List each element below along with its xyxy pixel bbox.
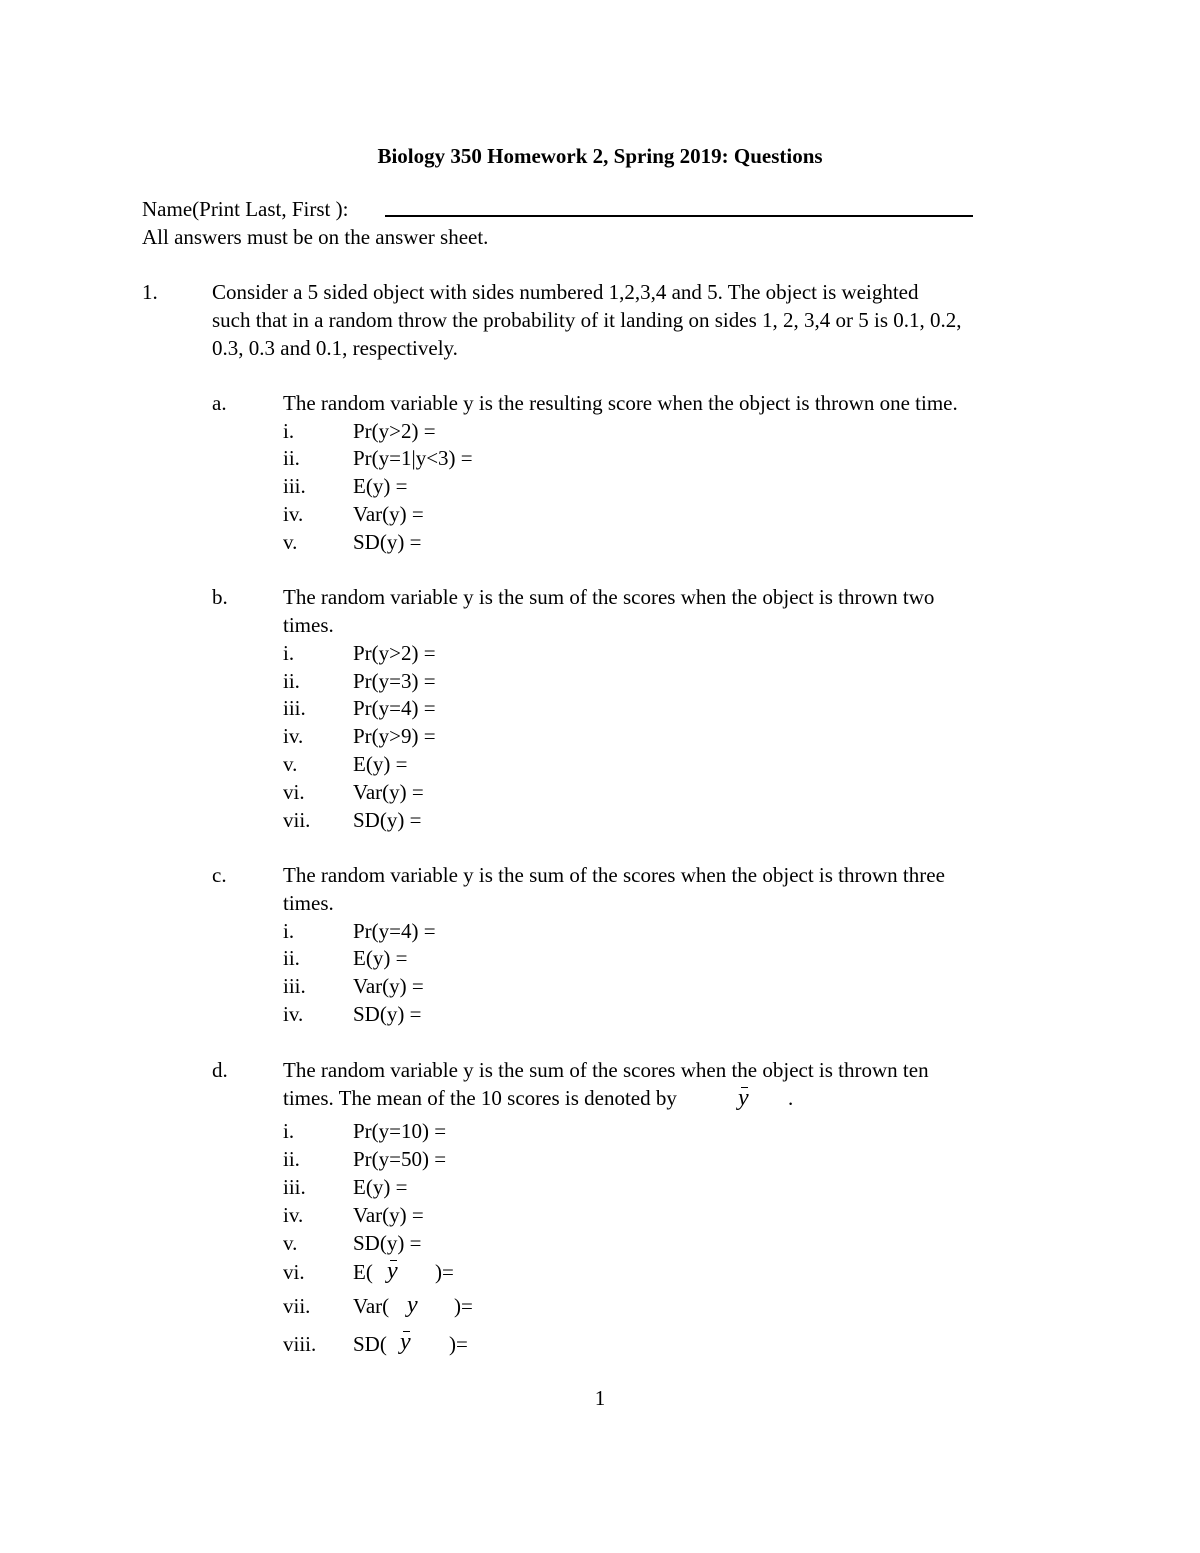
y-bar-symbol: y	[400, 1329, 411, 1355]
instruction-text: All answers must be on the answer sheet.	[142, 225, 489, 249]
name-label: Name(Print Last, First ):	[142, 197, 349, 221]
item-text: )=	[449, 1332, 468, 1356]
item-text: E(y) =	[353, 752, 408, 776]
item-number: iii.	[283, 696, 306, 720]
item-number: iii.	[283, 1175, 306, 1199]
question-number: 1.	[142, 280, 158, 304]
part-b-text: times.	[283, 613, 334, 637]
item-text: Var(y) =	[353, 502, 424, 526]
item-text: )=	[435, 1260, 454, 1284]
item-text: SD(y) =	[353, 1231, 422, 1255]
item-text: E(y) =	[353, 474, 408, 498]
name-underline[interactable]	[385, 215, 973, 217]
part-b-text: The random variable y is the sum of the scores when the object is thrown two	[283, 585, 935, 609]
question-text-line: 0.3, 0.3 and 0.1, respectively.	[212, 336, 458, 360]
item-number: i.	[283, 641, 295, 665]
item-number: ii.	[283, 446, 300, 470]
item-number: ii.	[283, 946, 300, 970]
item-number: iv.	[283, 1002, 304, 1026]
item-number: v.	[283, 530, 298, 554]
item-number: ii.	[283, 1147, 300, 1171]
item-text: Pr(y=4) =	[353, 696, 436, 720]
item-text: Pr(y=4) =	[353, 919, 436, 943]
item-number: vii.	[283, 808, 311, 832]
item-number: i.	[283, 919, 295, 943]
item-number: ii.	[283, 669, 300, 693]
item-number: vii.	[283, 1294, 311, 1318]
item-number: iv.	[283, 724, 304, 748]
item-number: viii.	[283, 1332, 317, 1356]
part-a-text: The random variable y is the resulting score when the object is thrown one time.	[283, 391, 958, 415]
item-text: )=	[454, 1294, 473, 1318]
y-symbol: y	[407, 1292, 418, 1318]
item-text: Var(y) =	[353, 780, 424, 804]
page-title: Biology 350 Homework 2, Spring 2019: Questions	[377, 144, 823, 168]
item-text: Pr(y>2) =	[353, 419, 436, 443]
item-text: SD(	[353, 1332, 387, 1356]
question-text-line: Consider a 5 sided object with sides numbered 1,2,3,4 and 5. The object is weighted	[212, 280, 919, 304]
item-number: v.	[283, 1231, 298, 1255]
item-text: E(	[353, 1260, 373, 1284]
item-text: Var(y) =	[353, 1203, 424, 1227]
item-text: SD(y) =	[353, 1002, 422, 1026]
item-text: Pr(y>9) =	[353, 724, 436, 748]
item-text: Pr(y=1|y<3) =	[353, 446, 473, 470]
question-text-line: such that in a random throw the probability of it landing on sides 1, 2, 3,4 or 5 is 0.1, 0.2,	[212, 308, 962, 332]
item-text: SD(y) =	[353, 530, 422, 554]
part-d-label: d.	[212, 1058, 228, 1082]
item-text: SD(y) =	[353, 808, 422, 832]
item-number: iv.	[283, 1203, 304, 1227]
item-text: E(y) =	[353, 1175, 408, 1199]
part-c-text: The random variable y is the sum of the scores when the object is thrown three	[283, 863, 945, 887]
item-number: i.	[283, 419, 295, 443]
part-d-text: times. The mean of the 10 scores is denoted by	[283, 1086, 677, 1110]
item-text: Pr(y>2) =	[353, 641, 436, 665]
part-c-label: c.	[212, 863, 227, 887]
item-number: iii.	[283, 474, 306, 498]
item-text: Var(	[353, 1294, 390, 1318]
item-text: Pr(y=3) =	[353, 669, 436, 693]
item-number: i.	[283, 1119, 295, 1143]
item-text: E(y) =	[353, 946, 408, 970]
part-d-text: The random variable y is the sum of the scores when the object is thrown ten	[283, 1058, 929, 1082]
item-number: iv.	[283, 502, 304, 526]
part-b-label: b.	[212, 585, 228, 609]
item-number: v.	[283, 752, 298, 776]
item-number: vi.	[283, 1260, 305, 1284]
item-text: Var(y) =	[353, 974, 424, 998]
part-c-text: times.	[283, 891, 334, 915]
y-bar-symbol: y	[387, 1258, 398, 1284]
item-text: Pr(y=50) =	[353, 1147, 447, 1171]
page-number: 1	[594, 1386, 606, 1410]
item-number: iii.	[283, 974, 306, 998]
part-a-label: a.	[212, 391, 227, 415]
y-bar-symbol: y	[738, 1085, 749, 1111]
item-number: vi.	[283, 780, 305, 804]
period: .	[788, 1086, 794, 1110]
item-text: Pr(y=10) =	[353, 1119, 447, 1143]
